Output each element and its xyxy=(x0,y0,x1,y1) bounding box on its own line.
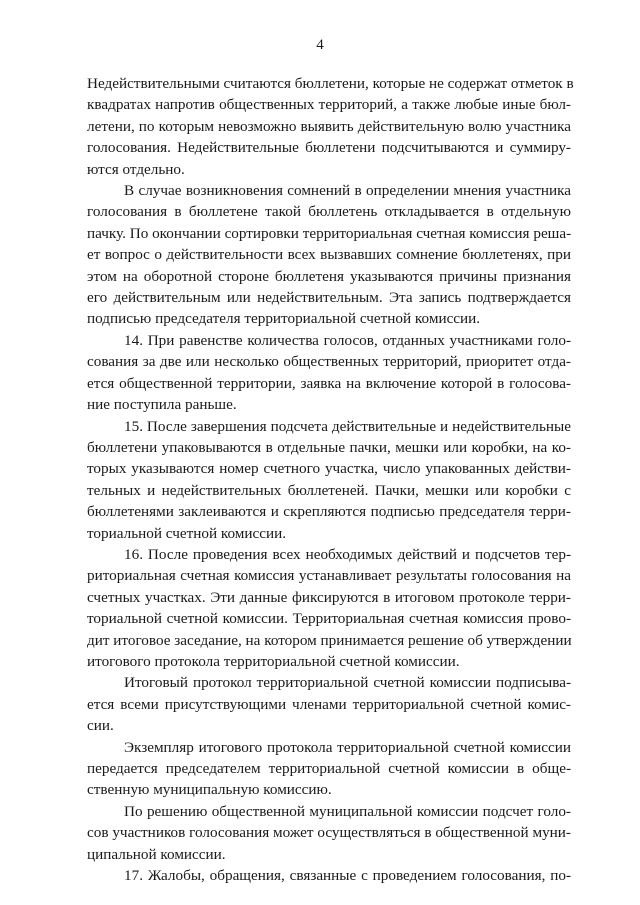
text-line: сования за две или несколько общественных территорий, приоритет отда- xyxy=(87,353,571,371)
text-line: 15. После завершения подсчета действительные и недействительные xyxy=(124,417,571,435)
text-line: ние поступила раньше. xyxy=(87,396,237,414)
text-line: квадратах напротив общественных территорий, а также любые иные бюл- xyxy=(87,96,571,114)
text-line: Недействительными считаются бюллетени, которые не содержат отметок в xyxy=(87,75,574,92)
text-line: ются отдельно. xyxy=(87,160,185,178)
text-line: ет вопрос о действительности всех вызвавших сомнение бюллетенях, при xyxy=(87,246,571,264)
text-line: передается председателем территориальной счетной комиссии в обще- xyxy=(87,760,571,777)
text-line: голосования. Недействительные бюллетени подсчитываются и суммиру- xyxy=(87,139,571,157)
text-line: В случае возникновения сомнений в определении мнения участника xyxy=(124,182,571,200)
text-line: торых указываются номер счетного участка, число упакованных действи- xyxy=(87,460,571,478)
text-line: риториальная счетная комиссия устанавливает результаты голосования на xyxy=(87,567,571,585)
text-line: счетных участках. Эти данные фиксируются в итоговом протоколе терри- xyxy=(87,588,571,606)
body-text xyxy=(87,73,574,886)
text-line: дит итоговое заседание, на котором принимается решение об утверждении xyxy=(87,631,572,649)
text-line: пачку. По окончании сортировки территориальная счетная комиссия реша- xyxy=(87,224,572,242)
text-line: его действительным или недействительным. Эта запись подтверждается xyxy=(87,289,571,307)
text-line: бюллетени упаковываются в отдельные пачки, мешки или коробки, на ко- xyxy=(87,438,571,456)
text-line: итогового протокола территориальной счетной комиссии. xyxy=(87,652,460,670)
text-line: этом на оборотной стороне бюллетеня указываются причины признания xyxy=(87,267,571,285)
text-line: сии. xyxy=(87,717,114,735)
text-line: ториальной счетной комиссии. Территориальная счетная комиссия прово- xyxy=(87,610,571,628)
text-line: летени, по которым невозможно выявить действительную волю участника xyxy=(87,117,571,135)
text-line: ется всеми присутствующими членами территориальной счетной комис- xyxy=(87,695,571,713)
text-line: 14. При равенстве количества голосов, отданных участниками голо- xyxy=(124,331,571,349)
text-line: голосования в бюллетене такой бюллетень откладывается в отдельную xyxy=(87,203,571,221)
text-line: тельных и недействительных бюллетеней. Пачки, мешки или коробки с xyxy=(87,481,571,499)
text-line: Итоговый протокол территориальной счетной комиссии подписыва- xyxy=(124,674,571,692)
text-line: ется общественной территории, заявка на включение которой в голосова- xyxy=(87,374,571,392)
text-line: подписью председателя территориальной счетной комиссии. xyxy=(87,310,481,328)
text-line: 16. После проведения всех необходимых действий и подсчетов тер- xyxy=(124,545,571,563)
page-number: 4 xyxy=(316,37,324,53)
text-line: бюллетенями заклеиваются и скрепляются подписью председателя терри- xyxy=(87,503,571,521)
text-line: 17. Жалобы, обращения, связанные с проведением голосования, по- xyxy=(124,867,571,885)
text-line: Экземпляр итогового протокола территориальной счетной комиссии xyxy=(124,738,571,756)
text-line: сов участников голосования может осуществляться в общественной муни- xyxy=(87,824,571,842)
text-line: ципальной комиссии. xyxy=(87,845,226,863)
text-line: ториальной счетной комиссии. xyxy=(87,524,287,542)
text-line: ственную муниципальную комиссию. xyxy=(87,781,332,799)
text-line: По решению общественной муниципальной комиссии подсчет голо- xyxy=(124,802,571,820)
